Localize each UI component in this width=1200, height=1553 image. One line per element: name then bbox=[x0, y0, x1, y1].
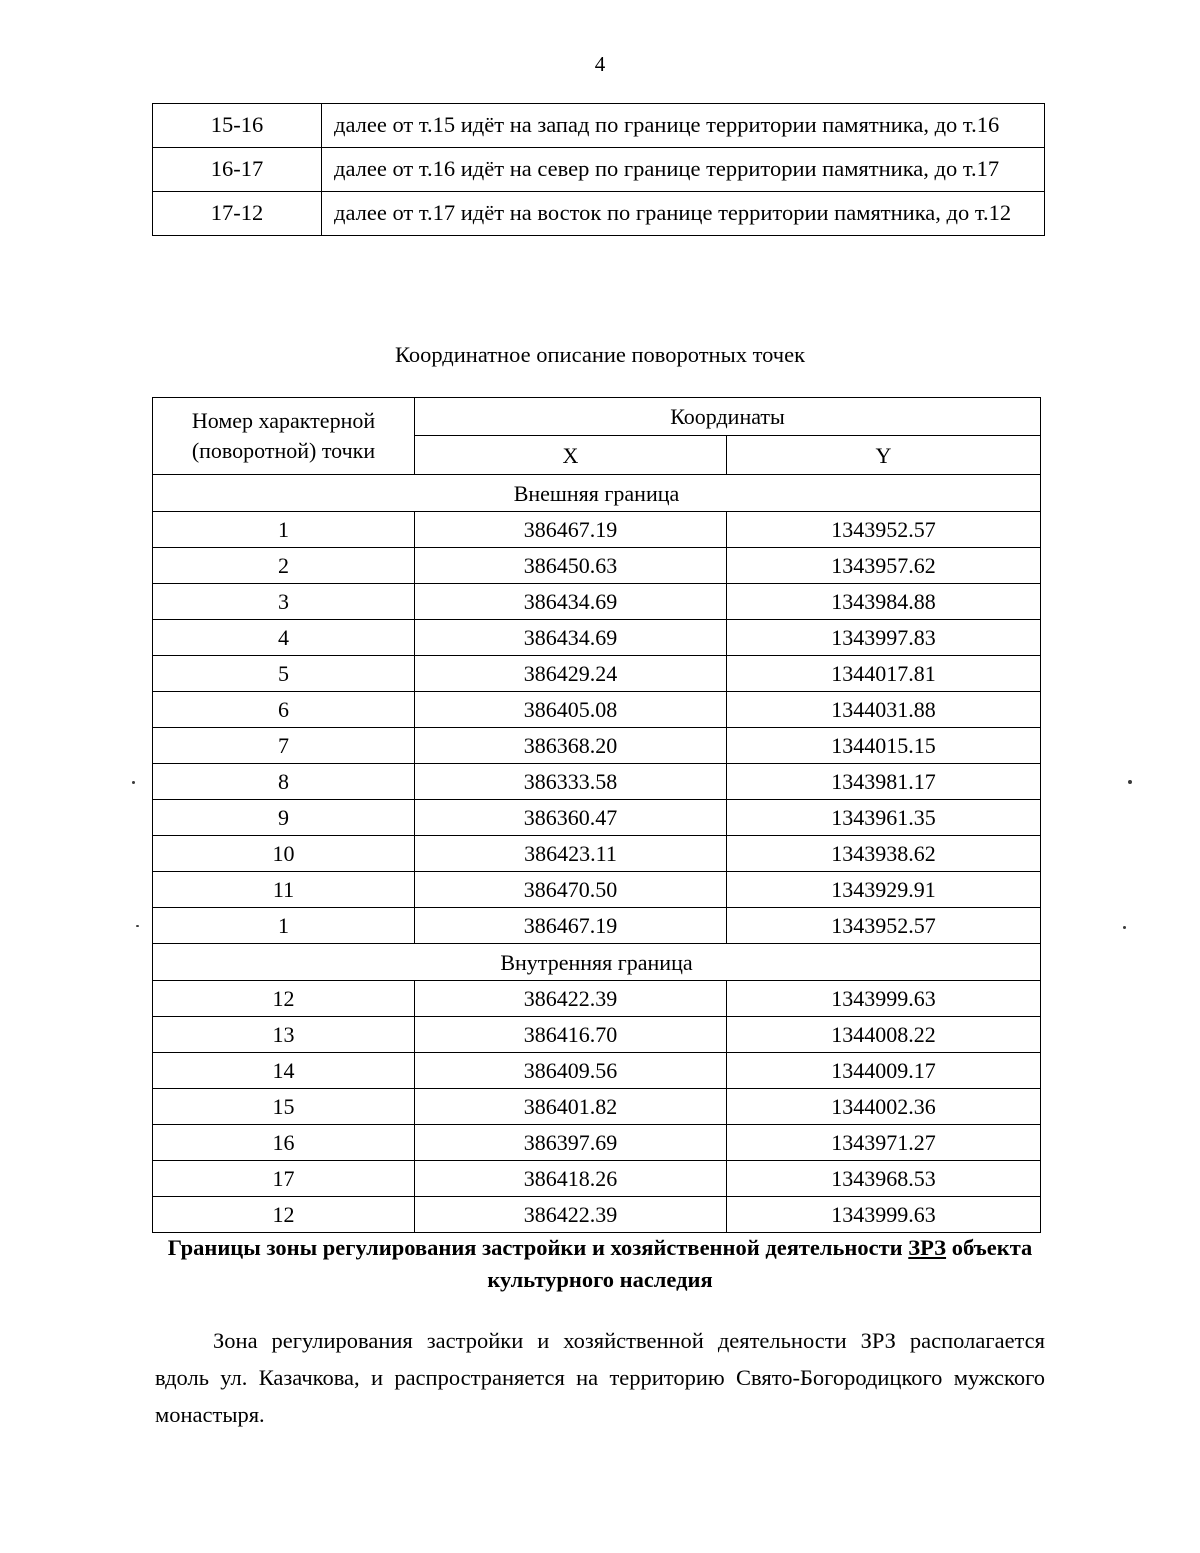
point-y: 1344002.36 bbox=[727, 1089, 1041, 1125]
table-row bbox=[153, 148, 1045, 192]
point-y: 1343997.83 bbox=[727, 620, 1041, 656]
table-row bbox=[153, 1125, 1041, 1161]
header-y: Y bbox=[727, 436, 1041, 475]
point-x: 386418.26 bbox=[415, 1161, 727, 1197]
point-y: 1343999.63 bbox=[727, 981, 1041, 1017]
point-number: 15 bbox=[153, 1089, 415, 1125]
scan-speck bbox=[1123, 926, 1126, 929]
point-x: 386434.69 bbox=[415, 584, 727, 620]
point-x: 386434.69 bbox=[415, 620, 727, 656]
coordinate-table-header bbox=[153, 398, 1041, 475]
point-y: 1343929.91 bbox=[727, 872, 1041, 908]
point-number: 7 bbox=[153, 728, 415, 764]
table-row bbox=[153, 548, 1041, 584]
point-number: 5 bbox=[153, 656, 415, 692]
table-row bbox=[153, 872, 1041, 908]
coordinate-table-caption: Координатное описание поворотных точек bbox=[394, 342, 806, 367]
point-number: 12 bbox=[153, 981, 415, 1017]
table-row bbox=[153, 192, 1045, 236]
point-number: 9 bbox=[153, 800, 415, 836]
table-row bbox=[153, 1161, 1041, 1197]
page-number: 4 bbox=[594, 52, 606, 76]
point-number: 10 bbox=[153, 836, 415, 872]
table-row bbox=[153, 1197, 1041, 1233]
point-y: 1343952.57 bbox=[727, 512, 1041, 548]
point-number: 4 bbox=[153, 620, 415, 656]
point-x: 386409.56 bbox=[415, 1053, 727, 1089]
point-y: 1343984.88 bbox=[727, 584, 1041, 620]
section-title-outer: Внешняя граница bbox=[153, 475, 1041, 512]
header-point-number bbox=[153, 398, 415, 475]
section-header-row bbox=[153, 944, 1041, 981]
table-row bbox=[153, 512, 1041, 548]
section-title-inner: Внутренняя граница bbox=[153, 944, 1041, 981]
point-x: 386467.19 bbox=[415, 908, 727, 944]
point-number: 17 bbox=[153, 1161, 415, 1197]
table-row bbox=[153, 836, 1041, 872]
point-y: 1344031.88 bbox=[727, 692, 1041, 728]
point-number: 1 bbox=[153, 512, 415, 548]
boundary-description-body bbox=[153, 104, 1045, 236]
segment-range: 17-12 bbox=[153, 192, 322, 236]
header-point-number-line1: Номер характерной bbox=[191, 408, 376, 433]
section-heading-part1: Границы зоны регулирования застройки и хозяйственной деятельности bbox=[167, 1235, 909, 1260]
point-x: 386429.24 bbox=[415, 656, 727, 692]
segment-description: далее от т.17 идёт на восток по границе территории памятника, до т.12 bbox=[322, 192, 1045, 236]
point-number: 16 bbox=[153, 1125, 415, 1161]
point-number: 12 bbox=[153, 1197, 415, 1233]
table-row bbox=[153, 800, 1041, 836]
segment-range: 15-16 bbox=[153, 104, 322, 148]
section-heading-part2: объекта культурного наследия bbox=[487, 1235, 1033, 1292]
point-number: 11 bbox=[153, 872, 415, 908]
point-x: 386450.63 bbox=[415, 548, 727, 584]
body-paragraph bbox=[155, 1322, 1045, 1433]
point-x: 386368.20 bbox=[415, 728, 727, 764]
point-y: 1343952.57 bbox=[727, 908, 1041, 944]
point-y: 1343981.17 bbox=[727, 764, 1041, 800]
table-row bbox=[153, 1053, 1041, 1089]
point-x: 386423.11 bbox=[415, 836, 727, 872]
point-number: 13 bbox=[153, 1017, 415, 1053]
segment-description: далее от т.15 идёт на запад по границе территории памятника, до т.16 bbox=[322, 104, 1045, 148]
point-x: 386401.82 bbox=[415, 1089, 727, 1125]
paragraph-line2: Свято-Богородицкого мужского монастыря. bbox=[155, 1365, 1045, 1427]
point-y: 1344015.15 bbox=[727, 728, 1041, 764]
point-y: 1344008.22 bbox=[727, 1017, 1041, 1053]
point-x: 386467.19 bbox=[415, 512, 727, 548]
scan-speck bbox=[136, 925, 139, 927]
section-heading-abbreviation: ЗРЗ bbox=[908, 1235, 947, 1260]
point-x: 386416.70 bbox=[415, 1017, 727, 1053]
table-row bbox=[153, 584, 1041, 620]
table-row bbox=[153, 728, 1041, 764]
point-x: 386470.50 bbox=[415, 872, 727, 908]
point-number: 2 bbox=[153, 548, 415, 584]
point-y: 1343957.62 bbox=[727, 548, 1041, 584]
coordinate-table bbox=[152, 397, 1041, 1233]
section-heading bbox=[160, 1232, 1040, 1296]
segment-range: 16-17 bbox=[153, 148, 322, 192]
table-row bbox=[153, 692, 1041, 728]
scan-speck bbox=[132, 781, 135, 784]
point-y: 1343999.63 bbox=[727, 1197, 1041, 1233]
point-x: 386397.69 bbox=[415, 1125, 727, 1161]
point-number: 6 bbox=[153, 692, 415, 728]
header-point-number-line2: (поворотной) точки bbox=[191, 438, 376, 463]
table-row bbox=[153, 764, 1041, 800]
table-row bbox=[153, 656, 1041, 692]
point-y: 1344009.17 bbox=[727, 1053, 1041, 1089]
point-y: 1343968.53 bbox=[727, 1161, 1041, 1197]
table-row bbox=[153, 981, 1041, 1017]
point-number: 14 bbox=[153, 1053, 415, 1089]
header-row-top bbox=[153, 398, 1041, 436]
point-y: 1343938.62 bbox=[727, 836, 1041, 872]
table-row bbox=[153, 908, 1041, 944]
table-row bbox=[153, 1017, 1041, 1053]
point-x: 386422.39 bbox=[415, 1197, 727, 1233]
segment-description: далее от т.16 идёт на север по границе территории памятника, до т.17 bbox=[322, 148, 1045, 192]
point-x: 386422.39 bbox=[415, 981, 727, 1017]
table-row bbox=[153, 104, 1045, 148]
point-number: 8 bbox=[153, 764, 415, 800]
point-y: 1343971.27 bbox=[727, 1125, 1041, 1161]
section-header-row bbox=[153, 475, 1041, 512]
point-number: 3 bbox=[153, 584, 415, 620]
point-y: 1343961.35 bbox=[727, 800, 1041, 836]
table-row bbox=[153, 620, 1041, 656]
table-row bbox=[153, 1089, 1041, 1125]
coordinate-table-body bbox=[153, 475, 1041, 1233]
header-x: X bbox=[415, 436, 727, 475]
boundary-description-table bbox=[152, 103, 1045, 236]
paragraph-line1: Зона регулирования застройки и хозяйственной деятельности ЗРЗ располагается вдоль ул. Казачкова, и распространяется на территорию bbox=[155, 1328, 1045, 1390]
point-number: 1 bbox=[153, 908, 415, 944]
point-y: 1344017.81 bbox=[727, 656, 1041, 692]
scan-speck bbox=[1128, 780, 1132, 784]
point-x: 386333.58 bbox=[415, 764, 727, 800]
point-x: 386405.08 bbox=[415, 692, 727, 728]
header-coordinates: Координаты bbox=[415, 398, 1041, 436]
point-x: 386360.47 bbox=[415, 800, 727, 836]
